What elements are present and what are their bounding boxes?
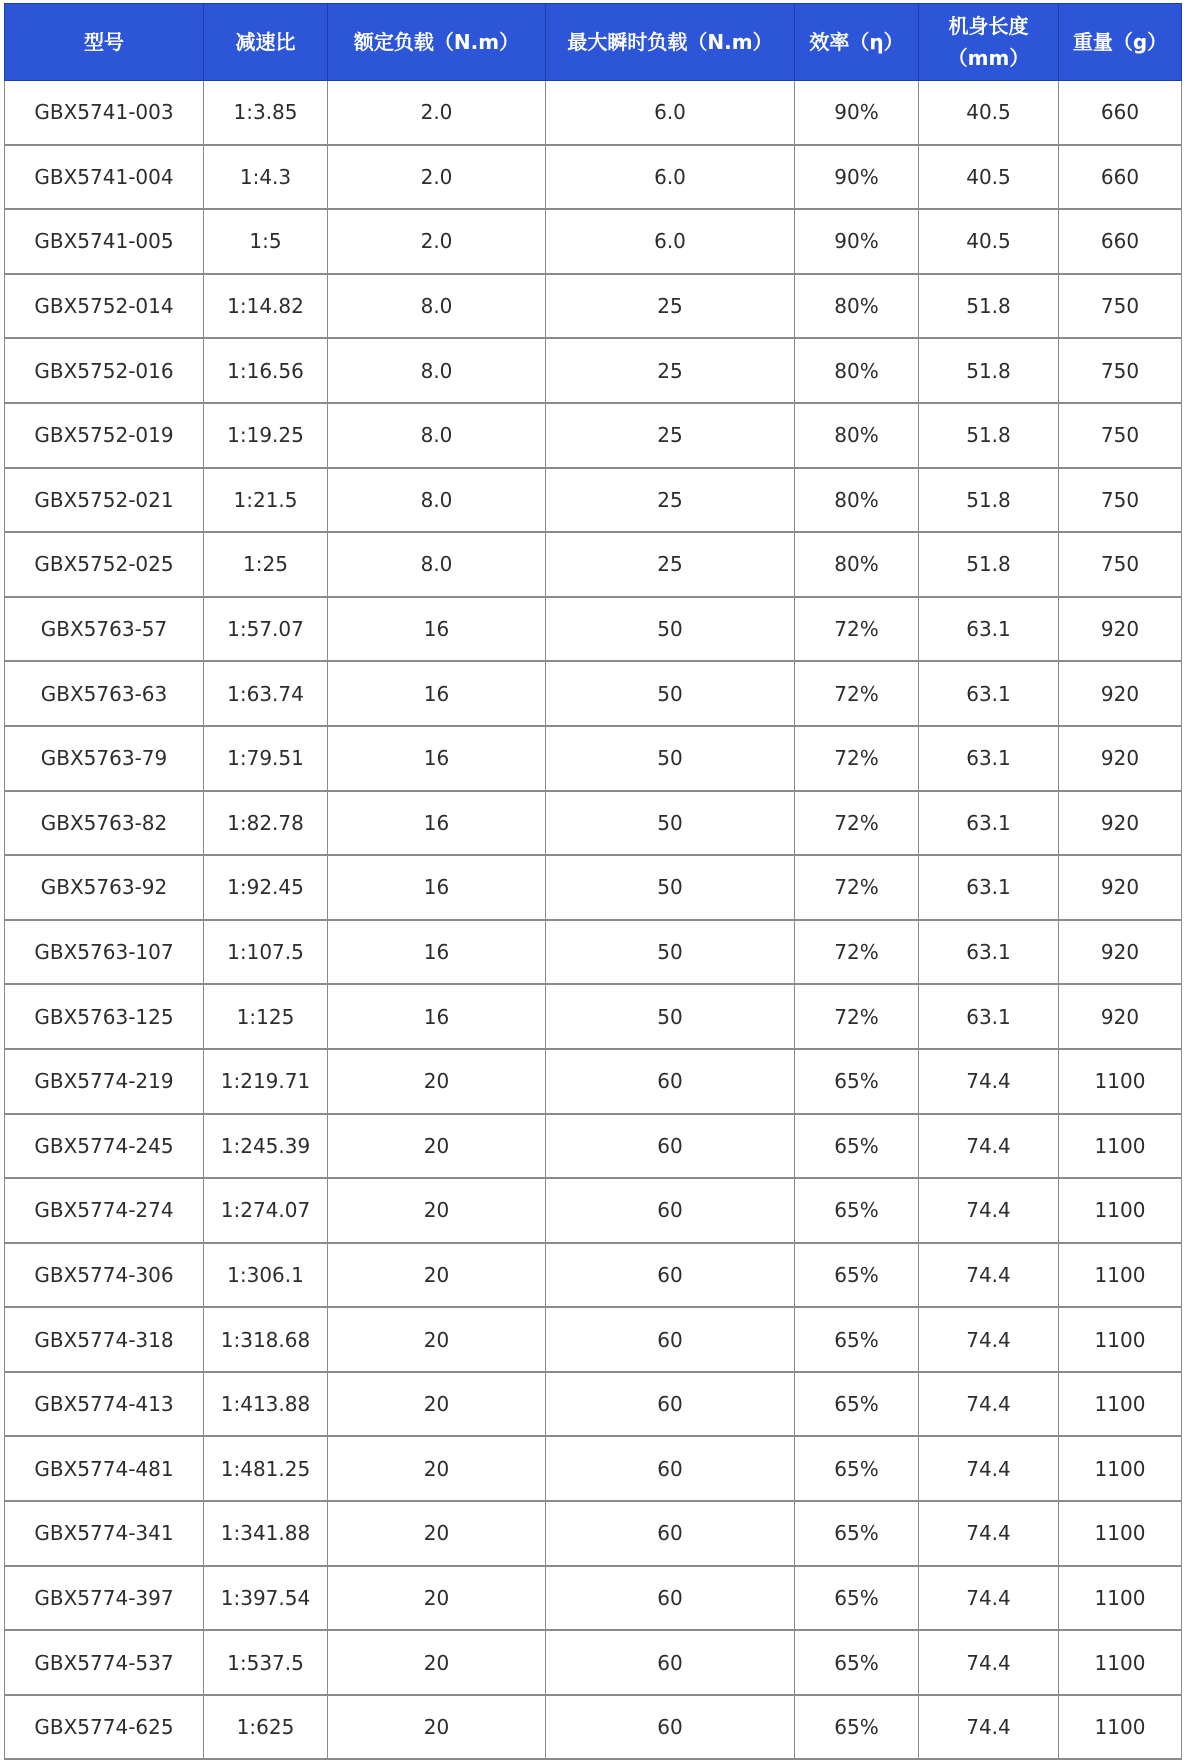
cell-efficiency: 65%: [795, 1695, 919, 1760]
cell-weight: 1100: [1059, 1114, 1182, 1179]
cell-body-length: 63.1: [919, 984, 1059, 1049]
table-row: [5, 1436, 1182, 1501]
cell-max-load: 60: [546, 1630, 795, 1695]
cell-rated-load: 16: [328, 726, 546, 791]
cell-body-length: 74.4: [919, 1630, 1059, 1695]
cell-rated-load: 8.0: [328, 468, 546, 533]
cell-rated-load: 2.0: [328, 209, 546, 274]
cell-efficiency: 65%: [795, 1178, 919, 1243]
cell-weight: 660: [1059, 209, 1182, 274]
cell-body-length: 51.8: [919, 338, 1059, 403]
header-ratio: 减速比: [204, 4, 328, 81]
cell-ratio: 1:341.88: [204, 1501, 328, 1566]
cell-weight: 1100: [1059, 1630, 1182, 1695]
cell-rated-load: 20: [328, 1436, 546, 1501]
cell-ratio: 1:537.5: [204, 1630, 328, 1695]
cell-rated-load: 20: [328, 1566, 546, 1631]
cell-ratio: 1:82.78: [204, 791, 328, 856]
table-row: [5, 920, 1182, 985]
table-row: [5, 1307, 1182, 1372]
cell-body-length: 74.4: [919, 1566, 1059, 1631]
cell-model: GBX5763-79: [5, 726, 204, 791]
cell-efficiency: 65%: [795, 1501, 919, 1566]
cell-body-length: 40.5: [919, 81, 1059, 145]
cell-body-length: 40.5: [919, 209, 1059, 274]
cell-body-length: 63.1: [919, 920, 1059, 985]
cell-efficiency: 65%: [795, 1436, 919, 1501]
cell-body-length: 63.1: [919, 597, 1059, 662]
table-row: [5, 1566, 1182, 1631]
cell-body-length: 51.8: [919, 403, 1059, 468]
cell-max-load: 25: [546, 403, 795, 468]
cell-weight: 660: [1059, 81, 1182, 145]
cell-rated-load: 20: [328, 1178, 546, 1243]
cell-max-load: 50: [546, 920, 795, 985]
cell-rated-load: 16: [328, 984, 546, 1049]
cell-ratio: 1:625: [204, 1695, 328, 1760]
cell-weight: 920: [1059, 661, 1182, 726]
cell-body-length: 74.4: [919, 1436, 1059, 1501]
cell-efficiency: 65%: [795, 1049, 919, 1114]
table-row: [5, 1178, 1182, 1243]
cell-weight: 1100: [1059, 1501, 1182, 1566]
cell-rated-load: 2.0: [328, 145, 546, 210]
cell-efficiency: 80%: [795, 468, 919, 533]
cell-body-length: 74.4: [919, 1372, 1059, 1437]
header-weight: 重量（g）: [1059, 4, 1182, 81]
table-row: [5, 597, 1182, 662]
cell-max-load: 25: [546, 532, 795, 597]
cell-weight: 1100: [1059, 1307, 1182, 1372]
cell-ratio: 1:92.45: [204, 855, 328, 920]
cell-rated-load: 20: [328, 1307, 546, 1372]
table-row: [5, 1695, 1182, 1760]
table-row: [5, 81, 1182, 145]
cell-model: GBX5752-021: [5, 468, 204, 533]
cell-ratio: 1:16.56: [204, 338, 328, 403]
cell-model: GBX5774-306: [5, 1243, 204, 1308]
cell-weight: 660: [1059, 145, 1182, 210]
cell-model: GBX5774-341: [5, 1501, 204, 1566]
cell-weight: 1100: [1059, 1372, 1182, 1437]
cell-ratio: 1:219.71: [204, 1049, 328, 1114]
cell-rated-load: 20: [328, 1501, 546, 1566]
table-row: [5, 791, 1182, 856]
cell-efficiency: 65%: [795, 1307, 919, 1372]
cell-model: GBX5774-318: [5, 1307, 204, 1372]
table-row: [5, 532, 1182, 597]
header-max-load: 最大瞬时负载（N.m）: [546, 4, 795, 81]
gearbox-spec-table: [4, 3, 1182, 1760]
cell-model: GBX5752-019: [5, 403, 204, 468]
header-rated-load: 额定负载（N.m）: [328, 4, 546, 81]
cell-ratio: 1:107.5: [204, 920, 328, 985]
cell-max-load: 60: [546, 1436, 795, 1501]
cell-efficiency: 65%: [795, 1243, 919, 1308]
cell-max-load: 60: [546, 1178, 795, 1243]
cell-ratio: 1:3.85: [204, 81, 328, 145]
cell-max-load: 60: [546, 1372, 795, 1437]
cell-rated-load: 8.0: [328, 274, 546, 339]
cell-body-length: 51.8: [919, 274, 1059, 339]
cell-max-load: 60: [546, 1243, 795, 1308]
cell-max-load: 50: [546, 661, 795, 726]
cell-efficiency: 65%: [795, 1630, 919, 1695]
cell-efficiency: 65%: [795, 1372, 919, 1437]
cell-max-load: 25: [546, 274, 795, 339]
cell-ratio: 1:4.3: [204, 145, 328, 210]
table-row: [5, 403, 1182, 468]
cell-weight: 1100: [1059, 1566, 1182, 1631]
cell-weight: 1100: [1059, 1243, 1182, 1308]
cell-model: GBX5752-014: [5, 274, 204, 339]
cell-weight: 1100: [1059, 1178, 1182, 1243]
cell-model: GBX5774-397: [5, 1566, 204, 1631]
cell-model: GBX5763-82: [5, 791, 204, 856]
cell-efficiency: 65%: [795, 1566, 919, 1631]
cell-ratio: 1:318.68: [204, 1307, 328, 1372]
cell-weight: 920: [1059, 920, 1182, 985]
cell-max-load: 50: [546, 597, 795, 662]
cell-weight: 920: [1059, 984, 1182, 1049]
cell-max-load: 50: [546, 984, 795, 1049]
cell-weight: 750: [1059, 274, 1182, 339]
cell-model: GBX5741-005: [5, 209, 204, 274]
cell-model: GBX5752-016: [5, 338, 204, 403]
cell-body-length: 51.8: [919, 532, 1059, 597]
cell-efficiency: 90%: [795, 209, 919, 274]
cell-ratio: 1:306.1: [204, 1243, 328, 1308]
cell-model: GBX5741-004: [5, 145, 204, 210]
cell-body-length: 74.4: [919, 1178, 1059, 1243]
cell-efficiency: 72%: [795, 920, 919, 985]
cell-body-length: 74.4: [919, 1501, 1059, 1566]
cell-ratio: 1:413.88: [204, 1372, 328, 1437]
cell-model: GBX5774-274: [5, 1178, 204, 1243]
cell-model: GBX5741-003: [5, 81, 204, 145]
cell-model: GBX5774-481: [5, 1436, 204, 1501]
cell-rated-load: 2.0: [328, 81, 546, 145]
cell-rated-load: 16: [328, 920, 546, 985]
cell-body-length: 74.4: [919, 1049, 1059, 1114]
cell-max-load: 6.0: [546, 145, 795, 210]
table-body: [5, 81, 1182, 1760]
cell-model: GBX5774-413: [5, 1372, 204, 1437]
cell-body-length: 40.5: [919, 145, 1059, 210]
cell-ratio: 1:57.07: [204, 597, 328, 662]
cell-weight: 920: [1059, 855, 1182, 920]
cell-max-load: 6.0: [546, 81, 795, 145]
cell-rated-load: 20: [328, 1114, 546, 1179]
table-row: [5, 984, 1182, 1049]
cell-body-length: 63.1: [919, 791, 1059, 856]
cell-ratio: 1:25: [204, 532, 328, 597]
cell-rated-load: 16: [328, 661, 546, 726]
cell-weight: 920: [1059, 791, 1182, 856]
cell-max-load: 60: [546, 1307, 795, 1372]
cell-body-length: 74.4: [919, 1114, 1059, 1179]
header-efficiency: 效率（η）: [795, 4, 919, 81]
table-header: [5, 4, 1182, 81]
cell-ratio: 1:14.82: [204, 274, 328, 339]
cell-model: GBX5752-025: [5, 532, 204, 597]
cell-model: GBX5774-537: [5, 1630, 204, 1695]
cell-ratio: 1:5: [204, 209, 328, 274]
table-row: [5, 855, 1182, 920]
cell-max-load: 25: [546, 338, 795, 403]
cell-weight: 920: [1059, 726, 1182, 791]
cell-max-load: 50: [546, 855, 795, 920]
cell-efficiency: 65%: [795, 1114, 919, 1179]
cell-ratio: 1:481.25: [204, 1436, 328, 1501]
cell-efficiency: 80%: [795, 274, 919, 339]
cell-rated-load: 8.0: [328, 532, 546, 597]
cell-model: GBX5763-57: [5, 597, 204, 662]
cell-max-load: 50: [546, 791, 795, 856]
cell-body-length: 74.4: [919, 1695, 1059, 1760]
cell-model: GBX5774-245: [5, 1114, 204, 1179]
cell-body-length: 63.1: [919, 855, 1059, 920]
table-row: [5, 1630, 1182, 1695]
cell-model: GBX5774-219: [5, 1049, 204, 1114]
cell-rated-load: 16: [328, 597, 546, 662]
cell-weight: 920: [1059, 597, 1182, 662]
cell-ratio: 1:21.5: [204, 468, 328, 533]
table-row: [5, 1114, 1182, 1179]
header-body-length: 机身长度 （mm）: [919, 4, 1059, 81]
cell-weight: 1100: [1059, 1049, 1182, 1114]
cell-rated-load: 20: [328, 1695, 546, 1760]
cell-ratio: 1:274.07: [204, 1178, 328, 1243]
table-row: [5, 1049, 1182, 1114]
table-row: [5, 661, 1182, 726]
cell-rated-load: 8.0: [328, 338, 546, 403]
cell-efficiency: 72%: [795, 597, 919, 662]
cell-model: GBX5774-625: [5, 1695, 204, 1760]
spec-table-container: [4, 3, 1181, 1760]
cell-max-load: 60: [546, 1501, 795, 1566]
cell-max-load: 6.0: [546, 209, 795, 274]
cell-max-load: 50: [546, 726, 795, 791]
cell-weight: 1100: [1059, 1695, 1182, 1760]
cell-efficiency: 90%: [795, 145, 919, 210]
cell-efficiency: 72%: [795, 791, 919, 856]
cell-model: GBX5763-92: [5, 855, 204, 920]
cell-rated-load: 20: [328, 1049, 546, 1114]
table-row: [5, 468, 1182, 533]
cell-weight: 1100: [1059, 1436, 1182, 1501]
cell-max-load: 60: [546, 1566, 795, 1631]
cell-efficiency: 80%: [795, 403, 919, 468]
cell-rated-load: 20: [328, 1243, 546, 1308]
cell-body-length: 74.4: [919, 1307, 1059, 1372]
table-row: [5, 726, 1182, 791]
cell-weight: 750: [1059, 468, 1182, 533]
cell-model: GBX5763-125: [5, 984, 204, 1049]
cell-model: GBX5763-107: [5, 920, 204, 985]
table-row: [5, 145, 1182, 210]
cell-efficiency: 80%: [795, 532, 919, 597]
cell-ratio: 1:397.54: [204, 1566, 328, 1631]
cell-efficiency: 72%: [795, 726, 919, 791]
cell-weight: 750: [1059, 403, 1182, 468]
cell-body-length: 63.1: [919, 661, 1059, 726]
cell-body-length: 51.8: [919, 468, 1059, 533]
cell-ratio: 1:63.74: [204, 661, 328, 726]
cell-ratio: 1:245.39: [204, 1114, 328, 1179]
cell-body-length: 63.1: [919, 726, 1059, 791]
header-row: [5, 4, 1182, 81]
table-row: [5, 1243, 1182, 1308]
cell-max-load: 25: [546, 468, 795, 533]
cell-max-load: 60: [546, 1695, 795, 1760]
table-row: [5, 1372, 1182, 1437]
cell-rated-load: 20: [328, 1372, 546, 1437]
table-row: [5, 338, 1182, 403]
cell-ratio: 1:19.25: [204, 403, 328, 468]
cell-rated-load: 16: [328, 791, 546, 856]
cell-efficiency: 72%: [795, 855, 919, 920]
cell-max-load: 60: [546, 1049, 795, 1114]
table-row: [5, 1501, 1182, 1566]
cell-ratio: 1:125: [204, 984, 328, 1049]
cell-ratio: 1:79.51: [204, 726, 328, 791]
header-model: 型号: [5, 4, 204, 81]
cell-rated-load: 8.0: [328, 403, 546, 468]
cell-weight: 750: [1059, 338, 1182, 403]
cell-body-length: 74.4: [919, 1243, 1059, 1308]
cell-rated-load: 16: [328, 855, 546, 920]
cell-weight: 750: [1059, 532, 1182, 597]
cell-efficiency: 80%: [795, 338, 919, 403]
table-row: [5, 274, 1182, 339]
table-row: [5, 209, 1182, 274]
cell-max-load: 60: [546, 1114, 795, 1179]
cell-efficiency: 90%: [795, 81, 919, 145]
cell-efficiency: 72%: [795, 661, 919, 726]
cell-model: GBX5763-63: [5, 661, 204, 726]
cell-efficiency: 72%: [795, 984, 919, 1049]
cell-rated-load: 20: [328, 1630, 546, 1695]
